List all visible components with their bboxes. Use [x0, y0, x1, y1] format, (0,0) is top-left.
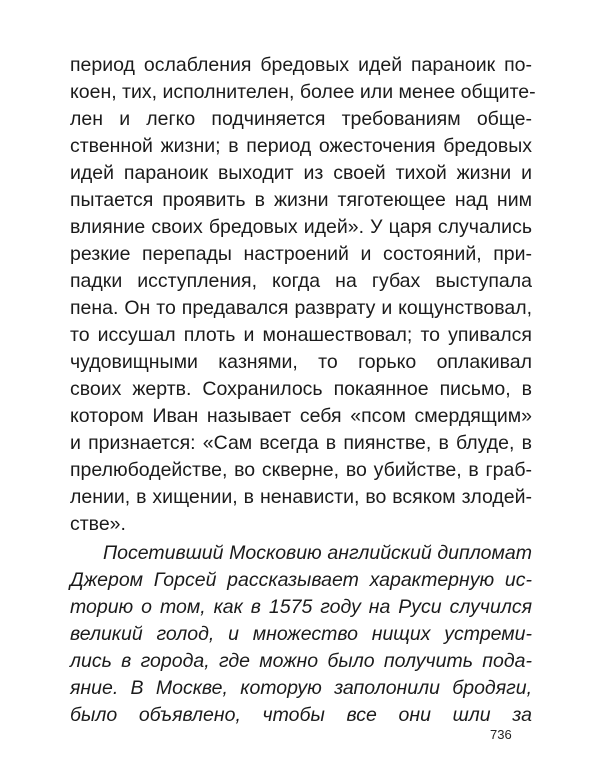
text-line: чудовищными казнями, то горько оплакивал — [70, 351, 532, 373]
text-line: падки исступления, когда на губах выступала — [70, 270, 532, 292]
text-line: пытается проявить в жизни тяготеющее над ним — [70, 189, 532, 211]
italic-text-line: яние. В Москве, которую заполонили бродяги, — [70, 677, 532, 699]
text-line: коен, тих, исполнителен, более или менее общите- — [70, 81, 536, 103]
text-line: резкие перепады настроений и состояний, при- — [70, 243, 532, 265]
text-line: стве». — [70, 513, 126, 535]
text-line: ственной жизни; в период ожесточения бредовых — [70, 135, 532, 157]
text-line: лении, в хищении, в ненависти, во всяком злодей- — [70, 486, 532, 508]
italic-text-line: лись в города, где можно было получить пода- — [70, 650, 532, 672]
italic-text-line: торию о том, как в 1575 году на Руси случился — [70, 596, 532, 618]
italic-text-line: было объявлено, чтобы все они шли за — [70, 704, 532, 726]
text-line: пена. Он то предавался разврату и кощунствовал, — [70, 297, 532, 319]
text-line: и признается: «Сам всегда в пиянстве, в блуде, в — [70, 432, 532, 454]
text-line: лен и легко подчиняется требованиям обще- — [70, 108, 532, 130]
text-line: период ослабления бредовых идей параноик по- — [70, 54, 532, 76]
text-line: своих жертв. Сохранилось покаянное письмо, в — [70, 378, 532, 400]
italic-text-line: великий голод, и множество нищих устреми- — [70, 623, 532, 645]
page-number: 736 — [490, 727, 512, 742]
text-line: котором Иван называет себя «псом смердящим» — [70, 405, 532, 427]
text-line: идей параноик выходит из своей тихой жизни и — [70, 162, 532, 184]
text-line: прелюбодействе, во скверне, во убийстве, в граб- — [70, 459, 532, 481]
text-line: влияние своих бредовых идей». У царя случались — [70, 216, 532, 238]
italic-text-line: Джером Горсей рассказывает характерную ис- — [70, 569, 532, 591]
italic-text-line: Посетивший Московию английский дипломат — [103, 542, 532, 564]
text-line: то иссушал плоть и монашествовал; то упивался — [70, 324, 532, 346]
